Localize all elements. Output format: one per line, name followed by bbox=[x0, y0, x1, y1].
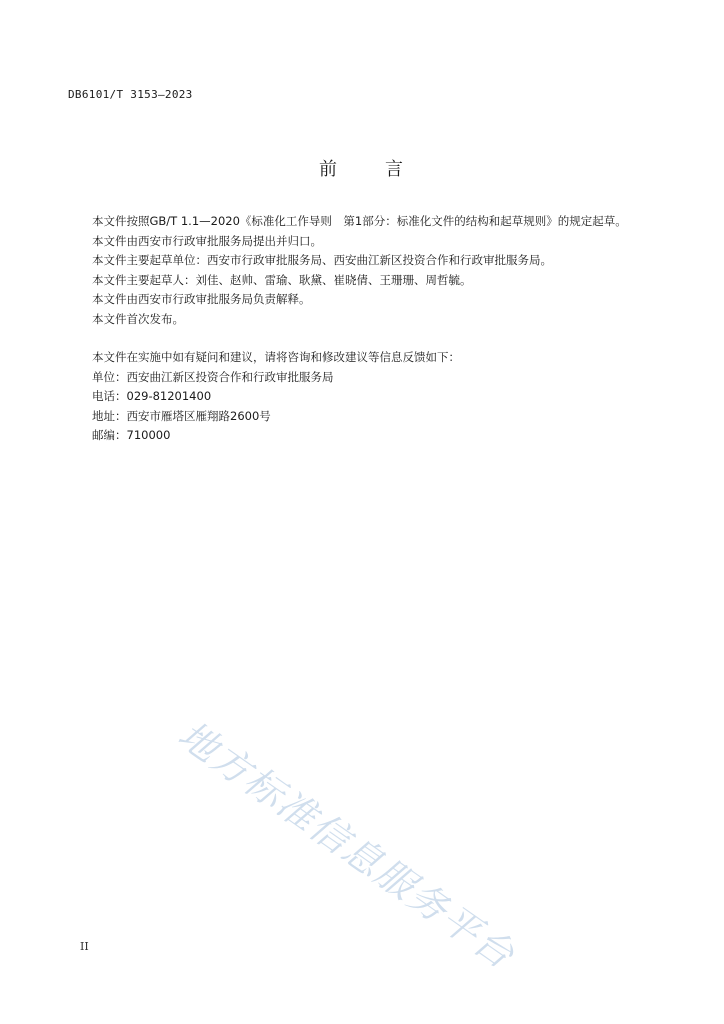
paragraph-drafting-units: 本文件主要起草单位：西安市行政审批服务局、西安曲江新区投资合作和行政审批服务局。 bbox=[92, 253, 552, 267]
feedback-address: 地址：西安市雁塔区雁翔路2600号 bbox=[92, 408, 271, 423]
watermark-text: 地方标准信息服务平台 bbox=[170, 712, 524, 978]
paragraph-drafters: 本文件主要起草人：刘佳、赵帅、雷瑜、耿黛、崔晓倩、王珊珊、周哲毓。 bbox=[92, 272, 472, 287]
feedback-postcode: 邮编：710000 bbox=[92, 428, 171, 442]
page-title bbox=[0, 155, 724, 181]
foreword-body bbox=[68, 212, 648, 446]
feedback-phone: 电话：029-81201400 bbox=[92, 389, 212, 403]
paragraph-drafting-basis: 本文件按照GB/T 1.1—2020《标准化工作导则 第1部分：标准化文件的结构和起草规则》的规定起草。 bbox=[92, 214, 627, 228]
feedback-unit: 单位：西安曲江新区投资合作和行政审批服务局 bbox=[92, 369, 334, 384]
paragraph-interpretation: 本文件由西安市行政审批服务局负责解释。 bbox=[92, 292, 311, 306]
paragraph-proposer: 本文件由西安市行政审批服务局提出并归口。 bbox=[92, 233, 322, 248]
page-number: II bbox=[80, 940, 89, 953]
title-char-1: 前 bbox=[319, 159, 339, 180]
title-char-2: 言 bbox=[385, 159, 405, 180]
paragraph-first-release: 本文件首次发布。 bbox=[92, 311, 184, 326]
document-id: DB6101/T 3153—2023 bbox=[68, 88, 193, 101]
feedback-intro: 本文件在实施中如有疑问和建议，请将咨询和修改建议等信息反馈如下： bbox=[92, 350, 460, 364]
